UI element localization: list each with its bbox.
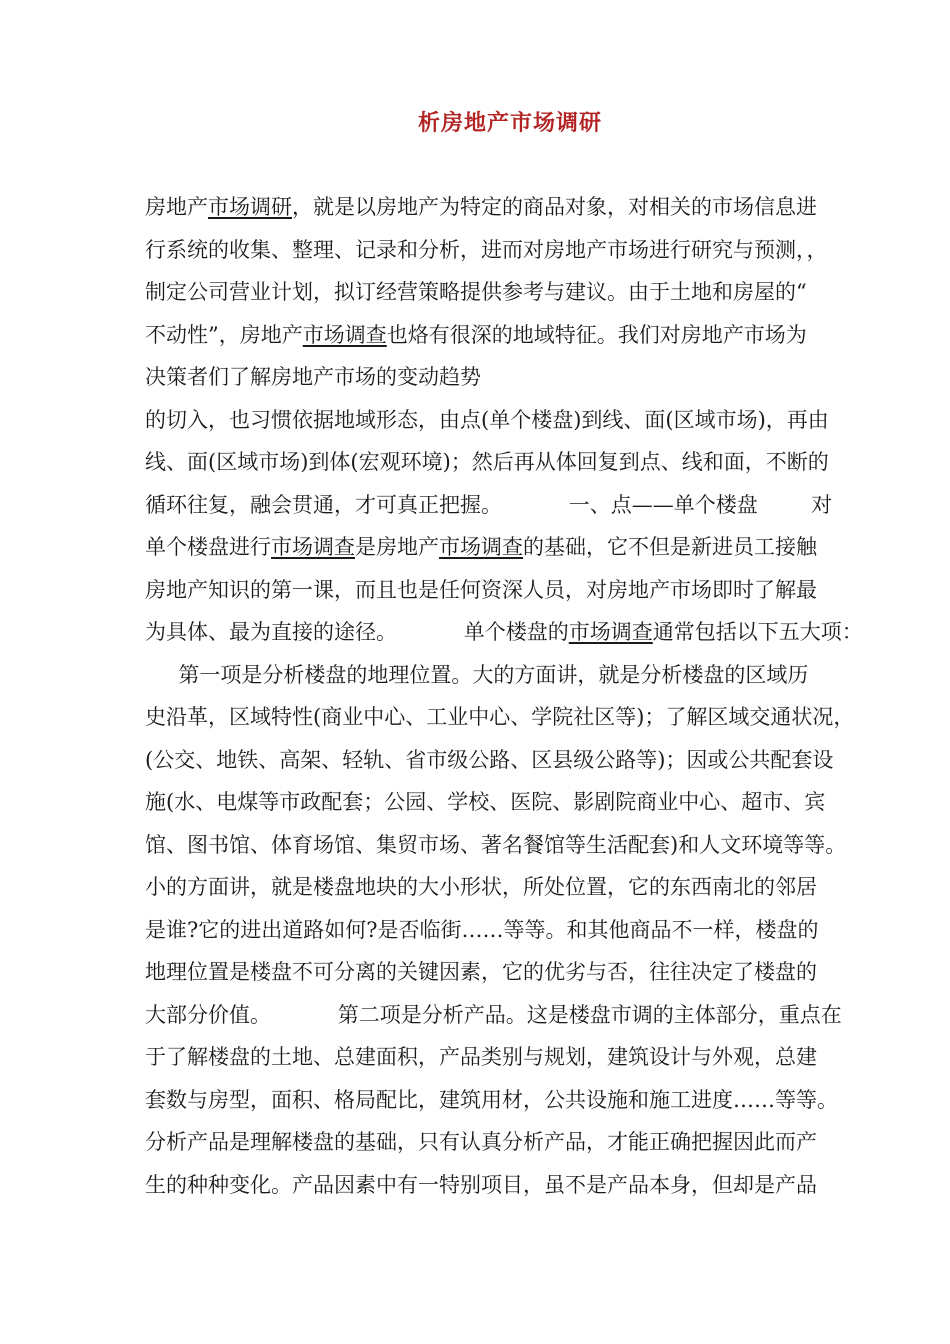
text-span: 不动性”，房地产 [145,322,303,347]
text-span: 的基础，它不但是新进员工接触 [523,535,817,559]
text-line [145,356,885,399]
text-span: 循环往复，融会贯通，才可真正把握。 一、点——单个楼盘 对 [145,492,833,517]
text-line [145,314,885,357]
text-line [145,1036,885,1079]
hyperlink-term[interactable]: 市场调查 [271,535,355,559]
text-span: 也烙有很深的地域特征。我们对房地产市场为 [386,322,807,347]
text-span: 生的种种变化。产品因素中有一特别项目，虽不是产品本身，但却是产品 [145,1172,817,1197]
hyperlink-term[interactable]: 市场调查 [302,322,387,347]
text-span: 分析产品是理解楼盘的基础，只有认真分析产品，才能正确把握因此而产 [145,1130,817,1154]
hyperlink-term[interactable]: 市场调研 [208,195,292,219]
text-line [145,866,885,909]
text-span: 线、面(区域市场)到体(宏观环境)；然后再从体回复到点、线和面，不断的 [145,450,829,474]
text-line [145,654,885,697]
text-line [145,441,885,484]
text-line [145,994,885,1037]
text-span: 房地产知识的第一课，而且也是任何资深人员，对房地产市场即时了解最 [145,577,817,602]
text-span: 地理位置是楼盘不可分离的关键因素，它的优劣与否，往往决定了楼盘的 [145,960,817,984]
text-line [145,1079,885,1122]
text-span: 馆、图书馆、体育场馆、集贸市场、著名餐馆等生活配套)和人文环境等等。 [145,832,847,857]
text-span: (公交、地铁、高架、轻轨、省市级公路、区县级公路等)；因或公共配套设 [145,747,834,772]
text-line [145,229,885,272]
text-line [145,1121,885,1164]
text-line [145,526,885,569]
text-line [145,696,885,739]
text-line [145,484,885,527]
text-line [145,1164,885,1207]
hyperlink-term[interactable]: 市场调查 [439,535,523,559]
text-span: 行系统的收集、整理、记录和分析，进而对房地产市场进行研究与预测，， [145,237,828,262]
text-span: 为具体、最为直接的途径。 单个楼盘的 [145,620,569,644]
text-span: 大部分价值。 第二项是分析产品。这是楼盘市调的主体部分，重点在 [145,1002,842,1027]
text-span: 的切入，也习惯依据地域形态，由点(单个楼盘)到线、面(区域市场)，再由 [145,407,829,432]
text-span: 史沿革，区域特性(商业中心、工业中心、学院社区等)；了解区域交通状况， [145,705,855,729]
document-title: 析房地产市场调研 [417,110,602,136]
text-line [145,611,885,654]
text-span: 决策者们了解房地产市场的变动趋势 [145,365,481,389]
text-span: 是谁?它的进出道路如何?是否临街……等等。和其他商品不一样，楼盘的 [145,917,819,942]
text-span: 小的方面讲，就是楼盘地块的大小形状，所处位置，它的东西南北的邻居 [145,875,817,899]
text-line [145,824,885,867]
text-line [145,399,885,442]
text-span: 第一项是分析楼盘的地理位置。大的方面讲，就是分析楼盘的区域历 [145,662,809,687]
text-span: 是房地产 [355,535,439,559]
text-span: 房地产 [145,195,208,219]
text-line [145,909,885,952]
text-span: 制定公司营业计划，拟订经营策略提供参考与建议。由于土地和房屋的“ [145,280,807,304]
text-span: 通常包括以下五大项： [652,620,863,644]
text-line [145,739,885,782]
text-span: 施(水、电煤等市政配套；公园、学校、医院、影剧院商业中心、超市、宾 [145,790,826,814]
text-line [145,951,885,994]
document-body [145,186,885,1206]
text-span: ，就是以房地产为特定的商品对象，对相关的市场信息进 [292,195,817,219]
hyperlink-term[interactable]: 市场调查 [568,620,653,644]
text-span: 于了解楼盘的土地、总建面积，产品类别与规划，建筑设计与外观，总建 [145,1045,817,1069]
text-line [145,569,885,612]
text-line [145,781,885,824]
text-span: 单个楼盘进行 [145,535,271,559]
text-span: 套数与房型，面积、格局配比，建筑用材，公共设施和施工进度……等等。 [145,1087,838,1112]
text-line [145,186,885,229]
text-line [145,271,885,314]
